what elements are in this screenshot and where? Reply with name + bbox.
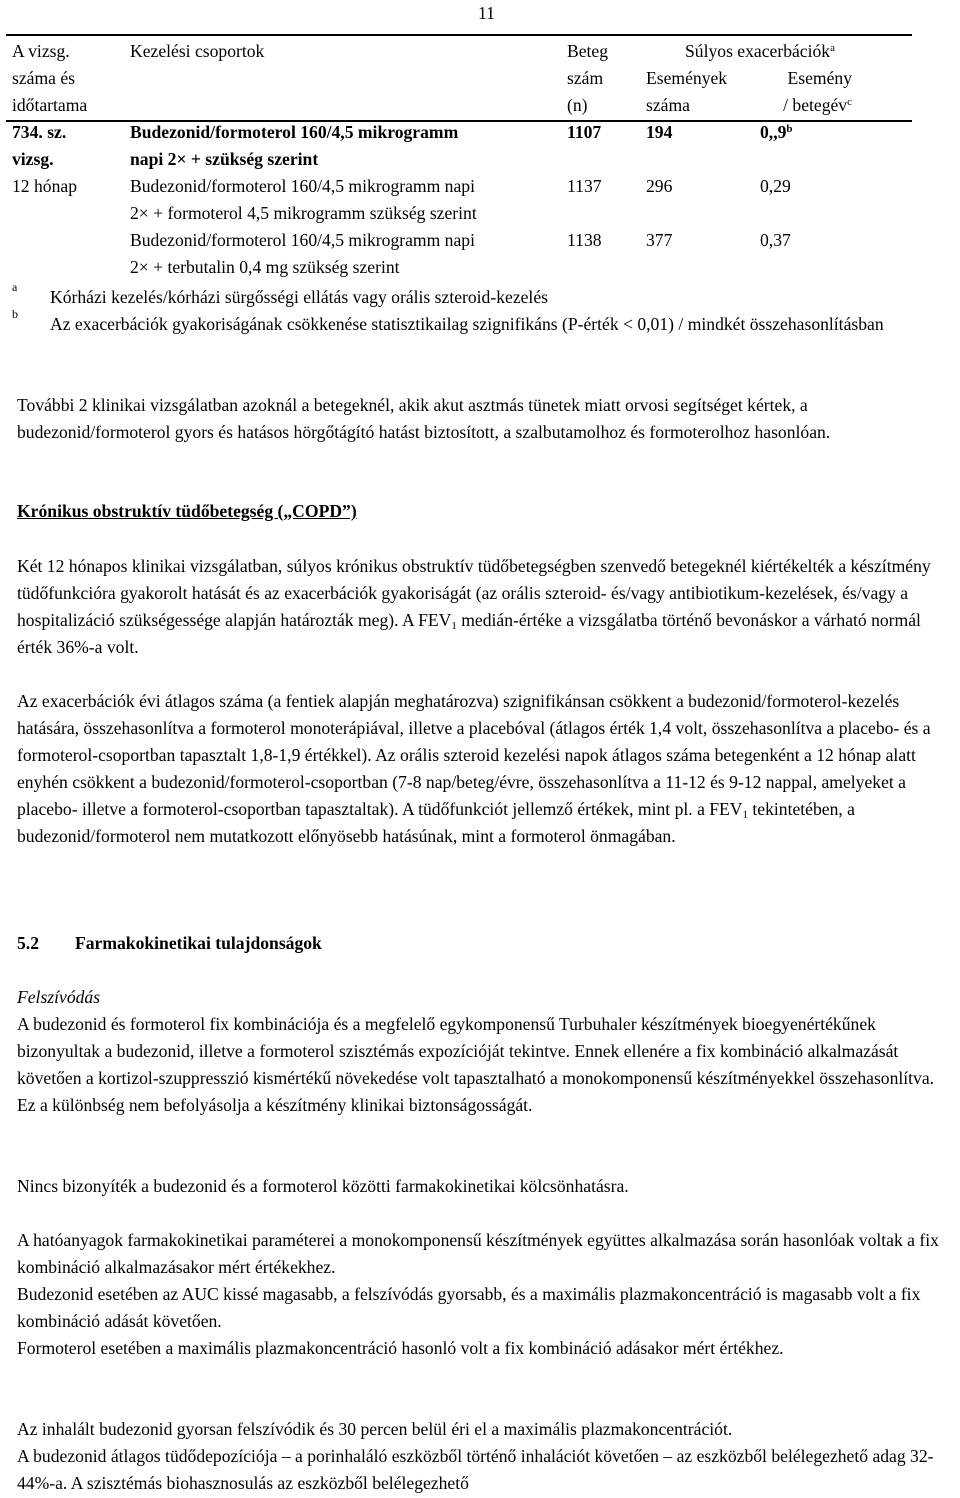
table-row-3-n: 1138 — [567, 230, 602, 250]
paragraph-bioequivalence: A budezonid és formoterol fix kombinációja és a megfelelő egykomponensű Turbuhaler készítmények bioegyenértékűnek bizonyultak a budezonid, illetve a formoterol szisztémás expozícióját tekintve. Ennek ellenére a fix kombináció alkalmazását követően a kortizol-szuppresszió kismértékű növekedése volt tapasztalható a monokomponensű készítményekkel összehasonlítva. Ez a különbség nem befolyásolja a készítmény klinikai biztonságosságát. — [17, 1014, 935, 1115]
header-col-exacerbations: Súlyos exacerbációk$^a$ — [685, 41, 835, 61]
table-row-3-treatment: Budezonid/formoterol 160/4,5 mikrogramm napi 2× + terbutalin 0,4 mg szükség szerint — [130, 230, 475, 277]
table-row-2-n: 1137 — [567, 176, 602, 196]
header-col-study: A vizsg. száma és időtartama — [12, 41, 88, 115]
section-heading — [17, 930, 322, 957]
paragraph-pk-parameters: A hatóanyagok farmakokinetikai paraméterei a monokomponensű készítmények együttes alkalmazása során hasonlóak voltak a fix kombináció alkalmazásakor mért értékekhez. — [17, 1230, 939, 1277]
table-top-rule — [6, 34, 912, 36]
paragraph-lung-deposition: A budezonid átlagos tüdődepozíciója – a porinhaláló eszközből történő inhalációt követően – az eszközből belélegezhető adag 32-44%-a. A szisztémás biohasznosulás az eszközből belélegezhető — [17, 1446, 934, 1493]
subheading-absorption: Felszívódás — [17, 987, 101, 1007]
paragraph-formoterol-cmax: Formoterol esetében a maximális plazmakoncentráció hasonló volt a fix kombináció adásakor mért értékhez. — [17, 1338, 784, 1358]
table-row-1-events: 194 — [646, 122, 673, 142]
table-row-1-rate: 0,,9$^b$ — [760, 122, 793, 142]
paragraph-copd-studies: Két 12 hónapos klinikai vizsgálatban, súlyos krónikus obstruktív tüdőbetegségben szenvedő betegeknél kiértékelték a készítmény tüdőfunkcióra gyakorolt hatását és az exacerbációk gyakoriságát (az orális szteroid- és/vagy antibiotikum-kezelések, és/vagy a hospitalizáció szükségessége alapján határozták meg). A $FEV_1$ medián-értéke a vizsgálatba történő bevonáskor a várható normál érték 36%-a volt. — [17, 556, 931, 657]
table-row-3-rate: 0,37 — [760, 230, 791, 250]
table-row-3-events: 377 — [646, 230, 673, 250]
paragraph-bronchodilator: További 2 klinikai vizsgálatban azoknál a betegeknél, akik akut asztmás tünetek miatt orvosi segítséget kértek, a budezonid/formoterol gyors és hatásos hörgőtágító hatást biztosított, a szalbutamolhoz és formoterolhoz hasonlóan. — [17, 395, 831, 442]
paragraph-exacerbations: Az exacerbációk évi átlagos száma (a fentiek alapján meghatározva) szignifikánsan csökkent a budezonid/formoterol-kezelés hatására, összehasonlítva a formoterol monoterápiával, illetve a placebóval (átlagos érték 1,4 volt, összehasonlítva a placebo- és a formoterol-csoportban tapasztalt 1,8-1,9 értékkel). Az orális szteroid kezelési napok átlagos száma betegenként a 12 hónap alatt enyhén csökkent a budezonid/formoterol-csoportban (7-8 nap/beteg/évre, összehasonlítva a 11-12 és 9-12 nappal, amelyeket a placebo- illetve a formoterol-csoportban tapasztaltak). A tüdőfunkciót jellemző értékek, mint pl. a $FEV_1$ tekintetében, a budezonid/formoterol nem mutatkozott előnyösebb hatásúnak, mint a formoterol önmagában. — [17, 691, 931, 846]
header-events-count: Események száma — [646, 68, 728, 115]
section-number: 5.2 — [17, 933, 39, 953]
footnote-b: Az exacerbációk gyakoriságának csökkenése statisztikailag szignifikáns (P-érték < 0,01) / mindkét összehasonlításban — [50, 314, 884, 334]
table-row-1-n: 1107 — [567, 122, 602, 142]
section-title: Farmakokinetikai tulajdonságok — [75, 933, 322, 953]
copd-heading: Krónikus obstruktív tüdőbetegség („COPD”) — [17, 501, 357, 521]
footnote-a: Kórházi kezelés/kórházi sürgősségi ellátás vagy orális szteroid-kezelés — [50, 287, 548, 307]
page-number: 11 — [478, 3, 495, 23]
study-duration: 12 hónap — [12, 176, 77, 196]
paragraph-no-interaction: Nincs bizonyíték a budezonid és a formoterol közötti farmakokinetikai kölcsönhatásra. — [17, 1176, 629, 1196]
table-row-2-rate: 0,29 — [760, 176, 791, 196]
study-id: 734. sz. vizsg. — [12, 122, 67, 169]
footnote-mark-a: a — [12, 280, 18, 294]
paragraph-budesonide-auc: Budezonid esetében az AUC kissé magasabb, a felszívódás gyorsabb, és a maximális plazmakoncentráció is magasabb volt a fix kombináció adását követően. — [17, 1284, 921, 1331]
header-col-patients: Beteg szám (n) — [567, 41, 609, 115]
header-col-treatment: Kezelési csoportok — [130, 41, 265, 61]
paragraph-inhaled-absorption: Az inhalált budezonid gyorsan felszívódik és 30 percen belül éri el a maximális plazmakoncentrációt. — [17, 1419, 733, 1439]
table-row-1-treatment: Budezonid/formoterol 160/4,5 mikrogramm napi 2× + szükség szerint — [130, 122, 459, 169]
table-row-2-treatment: Budezonid/formoterol 160/4,5 mikrogramm napi 2× + formoterol 4,5 mikrogramm szükség szerint — [130, 176, 477, 223]
header-events-per-patient-year: Esemény / betegév$^c$ — [783, 68, 852, 115]
footnote-mark-b: b — [12, 307, 18, 321]
table-row-2-events: 296 — [646, 176, 673, 196]
